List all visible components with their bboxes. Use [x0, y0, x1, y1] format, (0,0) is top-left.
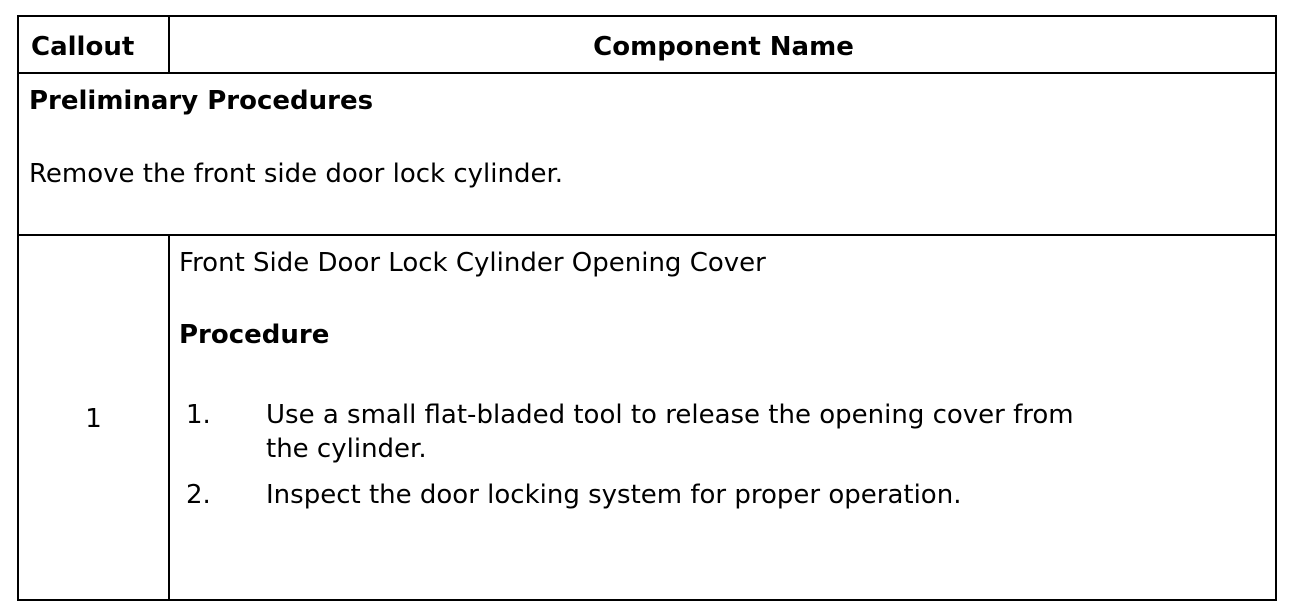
procedure-heading: Procedure [179, 320, 330, 350]
header-divider [19, 72, 1275, 74]
preliminary-text: Remove the front side door lock cylinder. [29, 159, 564, 189]
header-column-divider [168, 17, 170, 74]
header-callout: Callout [31, 32, 135, 62]
step-number: 1. [186, 400, 211, 430]
step-text: Inspect the door locking system for proper operation. [266, 480, 962, 510]
preliminary-divider [19, 234, 1275, 236]
step-number: 2. [186, 480, 211, 510]
preliminary-heading: Preliminary Procedures [29, 86, 374, 116]
step-text: Use a small flat-bladed tool to release the opening cover from the cylinder. [266, 400, 1074, 464]
procedure-step [186, 398, 1186, 466]
procedure-step [186, 478, 1186, 512]
component-table [17, 15, 1277, 601]
row-column-divider [168, 234, 170, 599]
procedure-steps [186, 398, 1186, 512]
row-callout: 1 [85, 404, 102, 434]
row-component-name: Front Side Door Lock Cylinder Opening Cover [179, 248, 766, 278]
header-component-name: Component Name [593, 32, 854, 62]
